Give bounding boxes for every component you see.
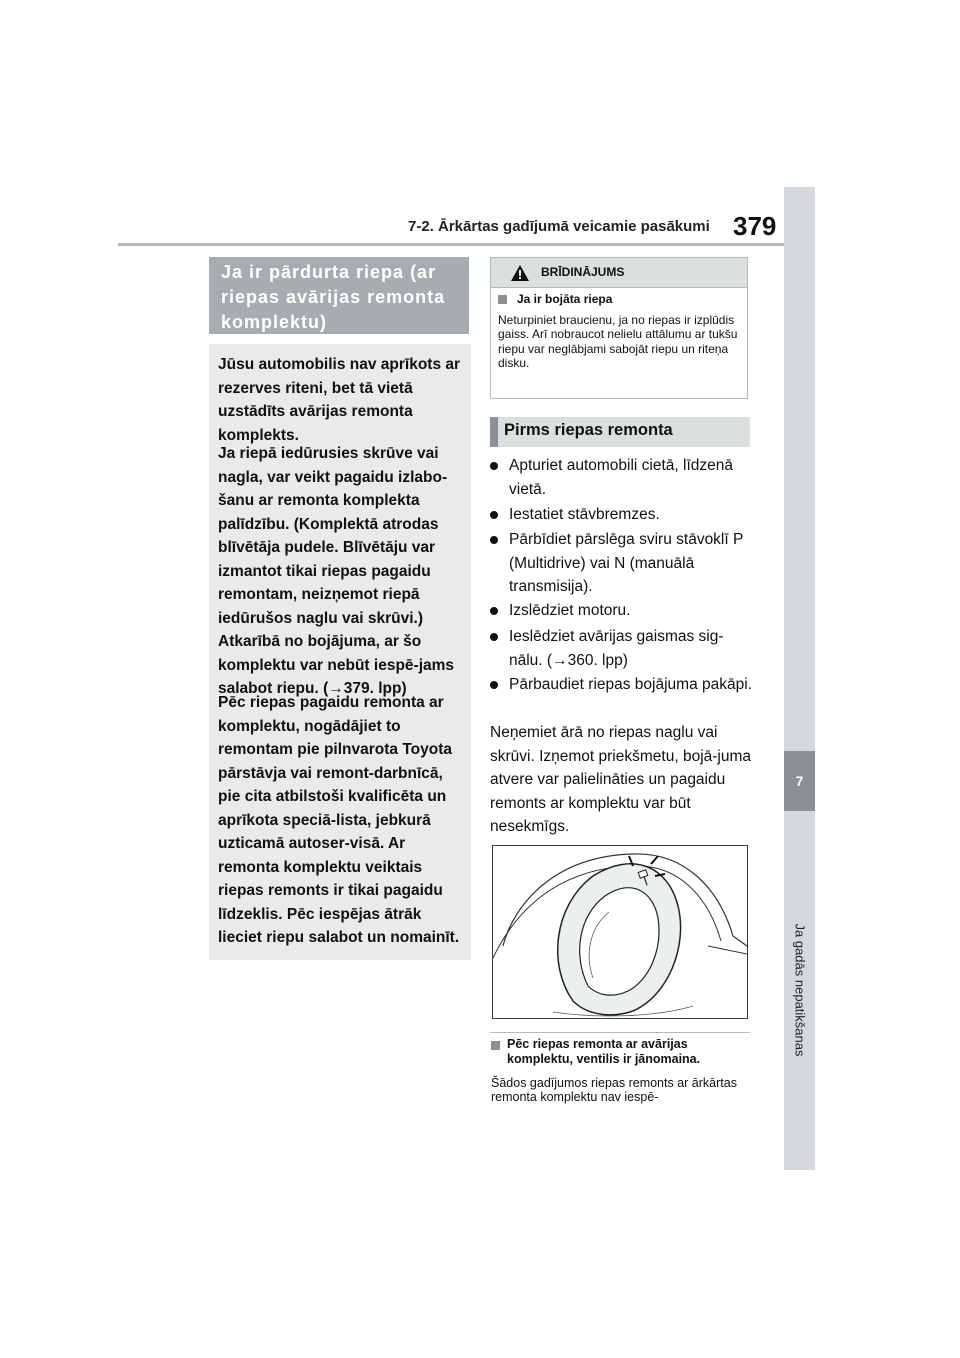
caution-paragraph: Neņemiet ārā no riepas naglu vai skrūvi. Izņemot priekšmetu, bojā-juma atvere var palielināties un pagaidu remonts ar komplektu var būt nesekmīgs.: [490, 724, 752, 835]
list-item-text: Pārbīdiet pārslēga sviru stāvoklī P (Multidrive) vai N (manuālā transmisija).: [509, 531, 744, 595]
warning-header: [491, 258, 747, 288]
left-paragraph-3: Pēc riepas pagaidu remonta ar komplektu, nogādājiet to remontam pie pilnvarota Toyota pārstāvja vai remont-darbnīcā, pie cita atbilstoši kvalificēta un aprīkota speciā-lista, jebkurā uzticamā autoser-visā. Ar remonta komplektu veiktais riepas remonts ir tikai pagaidu līdzeklis. Pēc iespējas ātrāk lieciet riepu salabot un nomainīt.: [218, 694, 460, 946]
list-item: [490, 503, 752, 527]
warning-title: BRĪDINĀJUMS: [541, 265, 625, 279]
note-divider: [490, 1032, 750, 1033]
list-item-text: Izslēdziet motoru.: [509, 602, 631, 619]
list-item: [490, 673, 752, 697]
bullet-dot-icon: [490, 633, 498, 641]
note-title: Pēc riepas remonta ar avārijas komplektu, ventilis ir jānomaina.: [507, 1037, 701, 1066]
list-item-text: Ieslēdziet avārijas gaismas sig-nālu. (→360. lpp): [509, 628, 724, 669]
list-item: [490, 528, 752, 599]
note-body: Šādos gadījumos riepas remonts ar ārkārtas remonta komplektu nav iespē-: [491, 1076, 737, 1104]
list-item-text: Pārbaudiet riepas bojājuma pakāpi.: [509, 676, 752, 693]
right-section-heading-text: Pirms riepas remonta: [504, 421, 673, 439]
list-item-text: Apturiet automobili cietā, līdzenā vietā.: [509, 457, 734, 498]
tire-illustration: [492, 845, 748, 1019]
list-item: [490, 599, 752, 623]
heading-accent-bar: [490, 417, 498, 447]
list-item: [490, 454, 752, 501]
bullet-dot-icon: [490, 462, 498, 470]
square-marker-icon: [491, 1041, 500, 1050]
left-section-heading: [209, 257, 469, 334]
left-info-box: [209, 344, 471, 960]
header-divider: [118, 243, 784, 246]
square-marker-icon: [498, 295, 507, 304]
bullet-dot-icon: [490, 607, 498, 615]
warning-subtitle: Ja ir bojāta riepa: [517, 292, 613, 306]
page-number: 379: [733, 211, 777, 241]
list-item-text: Iestatiet stāvbremzes.: [509, 506, 660, 523]
running-header-title: 7-2. Ārkārtas gadījumā veicamie pasākumi: [408, 218, 710, 235]
chapter-side-title: Ja gadās nepatikšanas: [792, 923, 808, 1057]
list-item: [490, 625, 752, 672]
warning-body: Neturpiniet braucienu, ja no riepas ir izplūdis gaiss. Arī nobraucot nelielu attālumu ar tukšu riepu var neglābjami sabojāt riepu un riteņa disku.: [498, 313, 738, 370]
warning-triangle-icon: [511, 265, 529, 286]
bullet-dot-icon: [490, 536, 498, 544]
left-section-heading-text: Ja ir pārdurta riepa (ar riepas avārijas remonta komplektu): [221, 262, 446, 332]
left-paragraph-2: Ja riepā iedūrusies skrūve vai nagla, var veikt pagaidu izlabo-šanu ar remonta komplekta palīdzību. (Komplektā atrodas blīvētāja pudele. Blīvētāju var izmantot tikai riepas pagaidu remontam, neizņemot riepā iedūrušos naglu vai skrūvi.) Atkarībā no bojājuma, ar šo komplektu var nebūt iespē-jams salabot riepu. (→379. lpp): [218, 445, 455, 697]
bullet-dot-icon: [490, 681, 498, 689]
left-paragraph-1: Jūsu automobilis nav aprīkots ar rezerves riteni, bet tā vietā uzstādīts avārijas remonta komplekts.: [218, 356, 461, 444]
right-section-heading: [490, 417, 750, 447]
bullet-dot-icon: [490, 511, 498, 519]
chapter-number-badge: 7: [784, 751, 815, 811]
warning-box: [490, 257, 748, 399]
